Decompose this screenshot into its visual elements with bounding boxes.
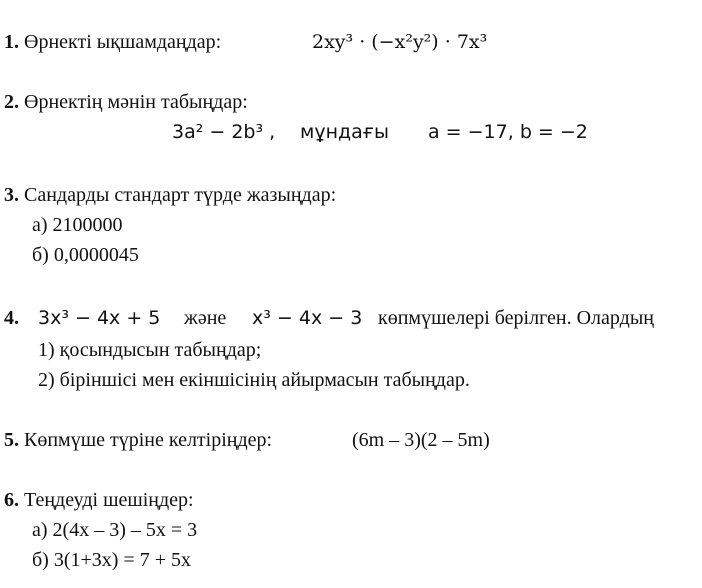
problem-1-expression	[312, 30, 487, 54]
problem-2-values	[428, 120, 588, 144]
expression: 3a² − 2b³ ,	[172, 121, 276, 143]
expression: 3x³ − 4x + 5	[38, 307, 161, 329]
problem-number: 1.	[4, 31, 19, 53]
where-word: мұндағы	[300, 121, 389, 143]
values: a = −17, b = −2	[428, 121, 588, 143]
problem-number: 3.	[4, 184, 19, 206]
list-item: 2) біріншісі мен екіншісінің айырмасын табыңдар.	[38, 369, 470, 391]
problem-text: Сандарды стандарт түрде жазыңдар:	[24, 184, 337, 206]
problem-6	[4, 488, 194, 512]
problem-3-item-b	[32, 243, 139, 267]
problem-number: 6.	[4, 489, 19, 511]
expression: x³ − 4x − 3	[252, 307, 363, 329]
problem-4-expression-1	[38, 306, 160, 330]
list-item: б) 0,0000045	[32, 244, 139, 266]
problem-6-item-a	[32, 518, 197, 542]
problem-4-expression-2	[252, 306, 362, 330]
expression: 2xy³ · (−x²y²) · 7x³	[312, 31, 488, 53]
problem-5	[4, 428, 272, 452]
problem-4	[4, 306, 19, 330]
problem-5-expression	[352, 428, 490, 452]
problem-2	[4, 90, 248, 114]
list-item: а) 2100000	[32, 214, 123, 236]
problem-3	[4, 183, 336, 207]
problem-number: 4.	[4, 307, 19, 329]
expression: (6m – 3)(2 – 5m)	[352, 429, 490, 451]
problem-2-expression	[172, 120, 275, 144]
problem-text: Көпмүше түріне келтіріңдер:	[24, 429, 273, 451]
problem-3-item-a	[32, 213, 123, 237]
problem-4-join	[184, 306, 226, 330]
problem-text: Өрнектің мәнін табыңдар:	[24, 91, 248, 113]
problem-text: көпмүшелері берілген. Олардың	[378, 307, 654, 329]
list-item: а) 2(4x – 3) – 5x = 3	[32, 519, 198, 541]
problem-number: 5.	[4, 429, 19, 451]
problem-2-where	[300, 120, 389, 144]
problem-number: 2.	[4, 91, 19, 113]
problem-text: Теңдеуді шешіңдер:	[24, 489, 194, 511]
problem-text: Өрнекті ықшамдаңдар:	[24, 31, 222, 53]
problem-1	[4, 30, 221, 54]
problem-4-item-2	[38, 368, 470, 392]
join-word: және	[184, 307, 227, 329]
list-item: б) 3(1+3x) = 7 + 5x	[32, 549, 191, 571]
problem-6-item-b	[32, 548, 191, 572]
problem-4-text	[378, 306, 654, 330]
problem-4-item-1	[38, 338, 261, 362]
list-item: 1) қосындысын табыңдар;	[38, 339, 262, 361]
